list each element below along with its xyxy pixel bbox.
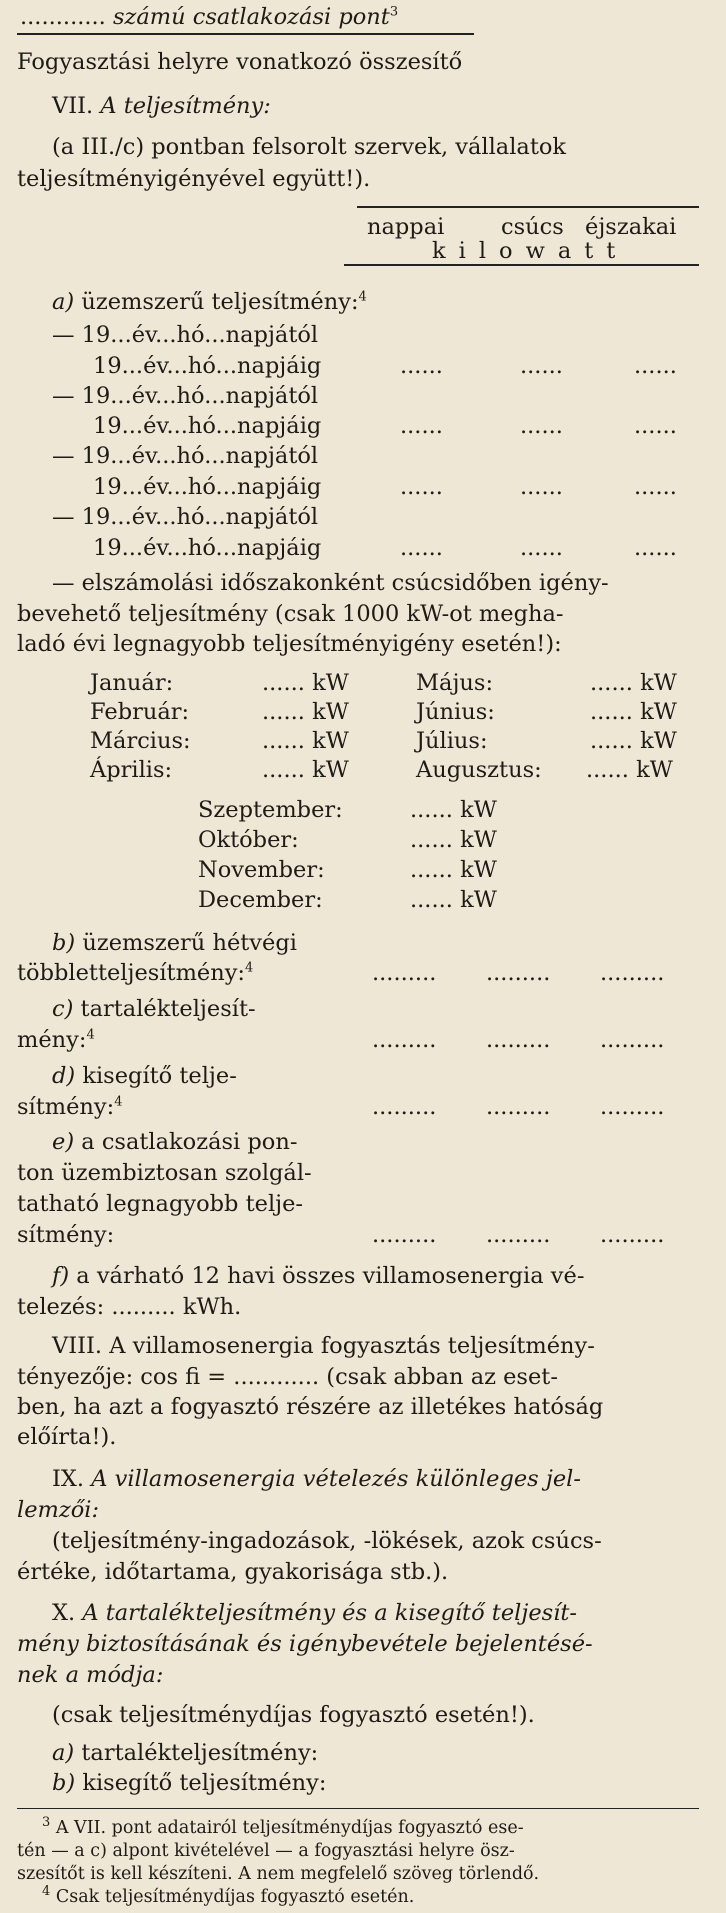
item-a-heading: a) üzemszerű teljesítmény:$^4$ <box>52 289 367 315</box>
period-to-1: 19...év...hó...napjáig <box>93 353 322 379</box>
period-to-2: 19...év...hó...napjáig <box>93 413 322 439</box>
column-header-bottom-rule <box>344 264 699 266</box>
period-to-3: 19...év...hó...napjáig <box>93 474 322 500</box>
footnote-3-line-3: szesítőt is kell készíteni. A nem megfelelő szöveg törlendő. <box>17 1864 540 1884</box>
section-viii-line-4: előírta!). <box>17 1424 117 1450</box>
footnote-3-line-2: tén — a c) alpont kivételével — a fogyasztási helyre ösz- <box>17 1841 515 1861</box>
period-from-4: — 19...év...hó...napjától <box>52 504 319 530</box>
period-from-3: — 19...év...hó...napjától <box>52 443 319 469</box>
month-april: Április: <box>90 757 173 783</box>
column-header-top-rule <box>357 206 699 208</box>
section-ix-line-2: lemzői: <box>17 1497 100 1523</box>
section-x-item-a: a) tartalékteljesítmény: <box>52 1740 319 1766</box>
item-e-line-1: e) a csatlakozási pon- <box>52 1129 298 1155</box>
header-rule <box>17 33 474 35</box>
section-x-line-1: X. A tartalékteljesítmény és a kisegítő teljesít- <box>52 1600 578 1626</box>
month-june: Június: <box>416 699 495 725</box>
item-b-line-1: b) üzemszerű hétvégi <box>52 930 297 956</box>
section-viii-line-3: ben, ha azt a fogyasztó részére az illetékes hatóság <box>17 1394 604 1420</box>
item-e-line-2: ton üzembiztosan szolgál- <box>17 1160 312 1186</box>
peak-note-2: bevehető teljesítmény (csak 1000 kW-ot megha- <box>17 601 564 627</box>
footnote-3-line-1: $^3$ A VII. pont adatairól teljesítménydíjas fogyasztó ese- <box>42 1815 524 1838</box>
month-october: Október: <box>198 827 299 853</box>
section-ix-line-4: értéke, időtartama, gyakorisága stb.). <box>17 1559 449 1585</box>
column-peak: csúcs <box>501 214 564 240</box>
item-e-line-3: tatható legnagyobb telje- <box>17 1191 304 1217</box>
month-february: Február: <box>90 699 190 725</box>
summary-title: Fogyasztási helyre vonatkozó összesítő <box>17 49 463 75</box>
month-september: Szeptember: <box>198 797 343 823</box>
section-x-line-2: mény biztosításának és igénybevétele bejelentésé- <box>17 1631 593 1657</box>
item-b-line-2: többletteljesítmény:$^4$ <box>17 960 254 986</box>
item-d-line-2: sítmény:$^4$ <box>17 1094 123 1120</box>
section-ix-line-3: (teljesítmény-ingadozások, -lökések, azok csúcs- <box>52 1528 602 1554</box>
header-footnote-mark: 3 <box>389 4 399 20</box>
column-night: éjszakai <box>585 214 677 240</box>
section-viii-line-2: tényezője: cos fi = ............ (csak abban az eset- <box>17 1364 558 1390</box>
month-november: November: <box>198 857 325 883</box>
section-vii-note-1: (a III./c) pontban felsorolt szervek, vállalatok <box>52 134 567 160</box>
header-title: számú csatlakozási pont <box>112 4 390 30</box>
month-december: December: <box>198 887 323 913</box>
item-f-line-1: f) a várható 12 havi összes villamosenergia vé- <box>52 1263 585 1289</box>
footnote-rule <box>17 1808 699 1809</box>
section-viii-line-1: VIII. A villamosenergia fogyasztás teljesítmény- <box>52 1333 595 1359</box>
month-july: Július: <box>416 728 488 754</box>
month-august: Augusztus: <box>416 757 542 783</box>
column-unit: kilowatt <box>432 238 629 264</box>
header-dots: ............ <box>20 4 106 30</box>
item-f-line-2: telezés: ......... kWh. <box>17 1294 242 1320</box>
document-page: ............ számú csatlakozási pont$^3$ Fogyasztási helyre vonatkozó összesítő VII. A teljesítmény: (a III./c) pontban felsorolt szervek, vállalatok teljesítményigényével együtt!). nappai csúcs éjszakai kilowatt a) üzemszerű teljesítmény:$^4$ — 19...év...hó...napjától 19...év...hó...napjáig ...... ...... ...... — 19...év...hó...napjától 19...év...hó...napjáig ...... ...... ...... — 19...év...hó...napjától 19...év...hó...napjáig ...... ...... ...... — 19...év...hó...napjától 19...év...hó...napjáig ...... ...... ...... — elszámolási időszakonként csúcsidőben igény- bevehető teljesítmény (csak 1000 kW-ot megha- ladó évi legnagyobb teljesítményigény esetén!): Január: Február: Március: Április: ...... kW ...... kW ...... kW ...... kW Május: Június: Július: Augusztus: ...... kW ...... kW ...... kW ...... kW Szeptember: Október: November: December: ...... kW ...... kW ...... kW ...... kW b) üzemszerű hétvégi többletteljesítmény:$^4$ ......... ......... ......... c) tartalékteljesít- mény:$^4$ ......... ......... ......... d) kisegítő telje- sítmény:$^4$ ......... ......... ......... e) a csatlakozási pon- ton üzembiztosan szolgál- tatható legnagyobb telje- sítmény: ......... ......... ......... f) a várható 12 havi összes villamosenergia vé- telezés: ......... kWh. VIII. A villamosenergia fogyasztás teljesítmény- tényezője: cos fi = ............ (csak abban az eset- ben, ha azt a fogyasztó részére az illetékes hatóság előírta!). IX. A villamosenergia vételezés különleges jel- lemzői: (teljesítmény-ingadozások, -lökések, azok csúcs- értéke, időtartama, gyakorisága stb.). X. A tartalékteljesítmény és a kisegítő teljesít- mény biztosításának és igénybevétele bejelentésé- nek a módja: (csak teljesítménydíjas fogyasztó esetén!). a) tartalékteljesítmény: b) kisegítő teljesítmény: $^3$ A VII. pont adatairól teljesítménydíjas fogyasztó ese- tén — a c) alpont kivételével — a fogyasztási helyre ösz- szesítőt is kell készíteni. A nem megfelelő szöveg törlendő. $^4$ Csak teljesítménydíjas fogyasztó esetén. <box>0 0 726 1913</box>
period-from-1: — 19...év...hó...napjától <box>52 322 319 348</box>
month-may: Május: <box>416 670 494 696</box>
section-x-line-4: (csak teljesítménydíjas fogyasztó esetén!). <box>52 1702 535 1728</box>
column-day: nappai <box>367 214 445 240</box>
section-x-line-3: nek a módja: <box>17 1662 164 1688</box>
section-ix-line-1: IX. A villamosenergia vételezés különleges jel- <box>52 1466 581 1492</box>
item-c-line-1: c) tartalékteljesít- <box>52 996 256 1022</box>
month-march: Március: <box>90 728 191 754</box>
section-vii-heading: VII. A teljesítmény: <box>52 93 271 119</box>
period-to-4: 19...év...hó...napjáig <box>93 535 322 561</box>
item-d-line-1: d) kisegítő telje- <box>52 1063 237 1089</box>
peak-note-1: — elszámolási időszakonként csúcsidőben igény- <box>52 570 609 596</box>
header-line <box>20 2 398 32</box>
month-january: Január: <box>90 670 174 696</box>
item-c-line-2: mény:$^4$ <box>17 1027 95 1053</box>
section-vii-note-2: teljesítményigényével együtt!). <box>17 166 371 192</box>
period-from-2: — 19...év...hó...napjától <box>52 383 319 409</box>
footnote-4: $^4$ Csak teljesítménydíjas fogyasztó esetén. <box>42 1884 415 1907</box>
peak-note-3: ladó évi legnagyobb teljesítményigény esetén!): <box>17 631 562 657</box>
section-x-item-b: b) kisegítő teljesítmény: <box>52 1770 327 1796</box>
item-e-line-4: sítmény: <box>17 1222 115 1248</box>
